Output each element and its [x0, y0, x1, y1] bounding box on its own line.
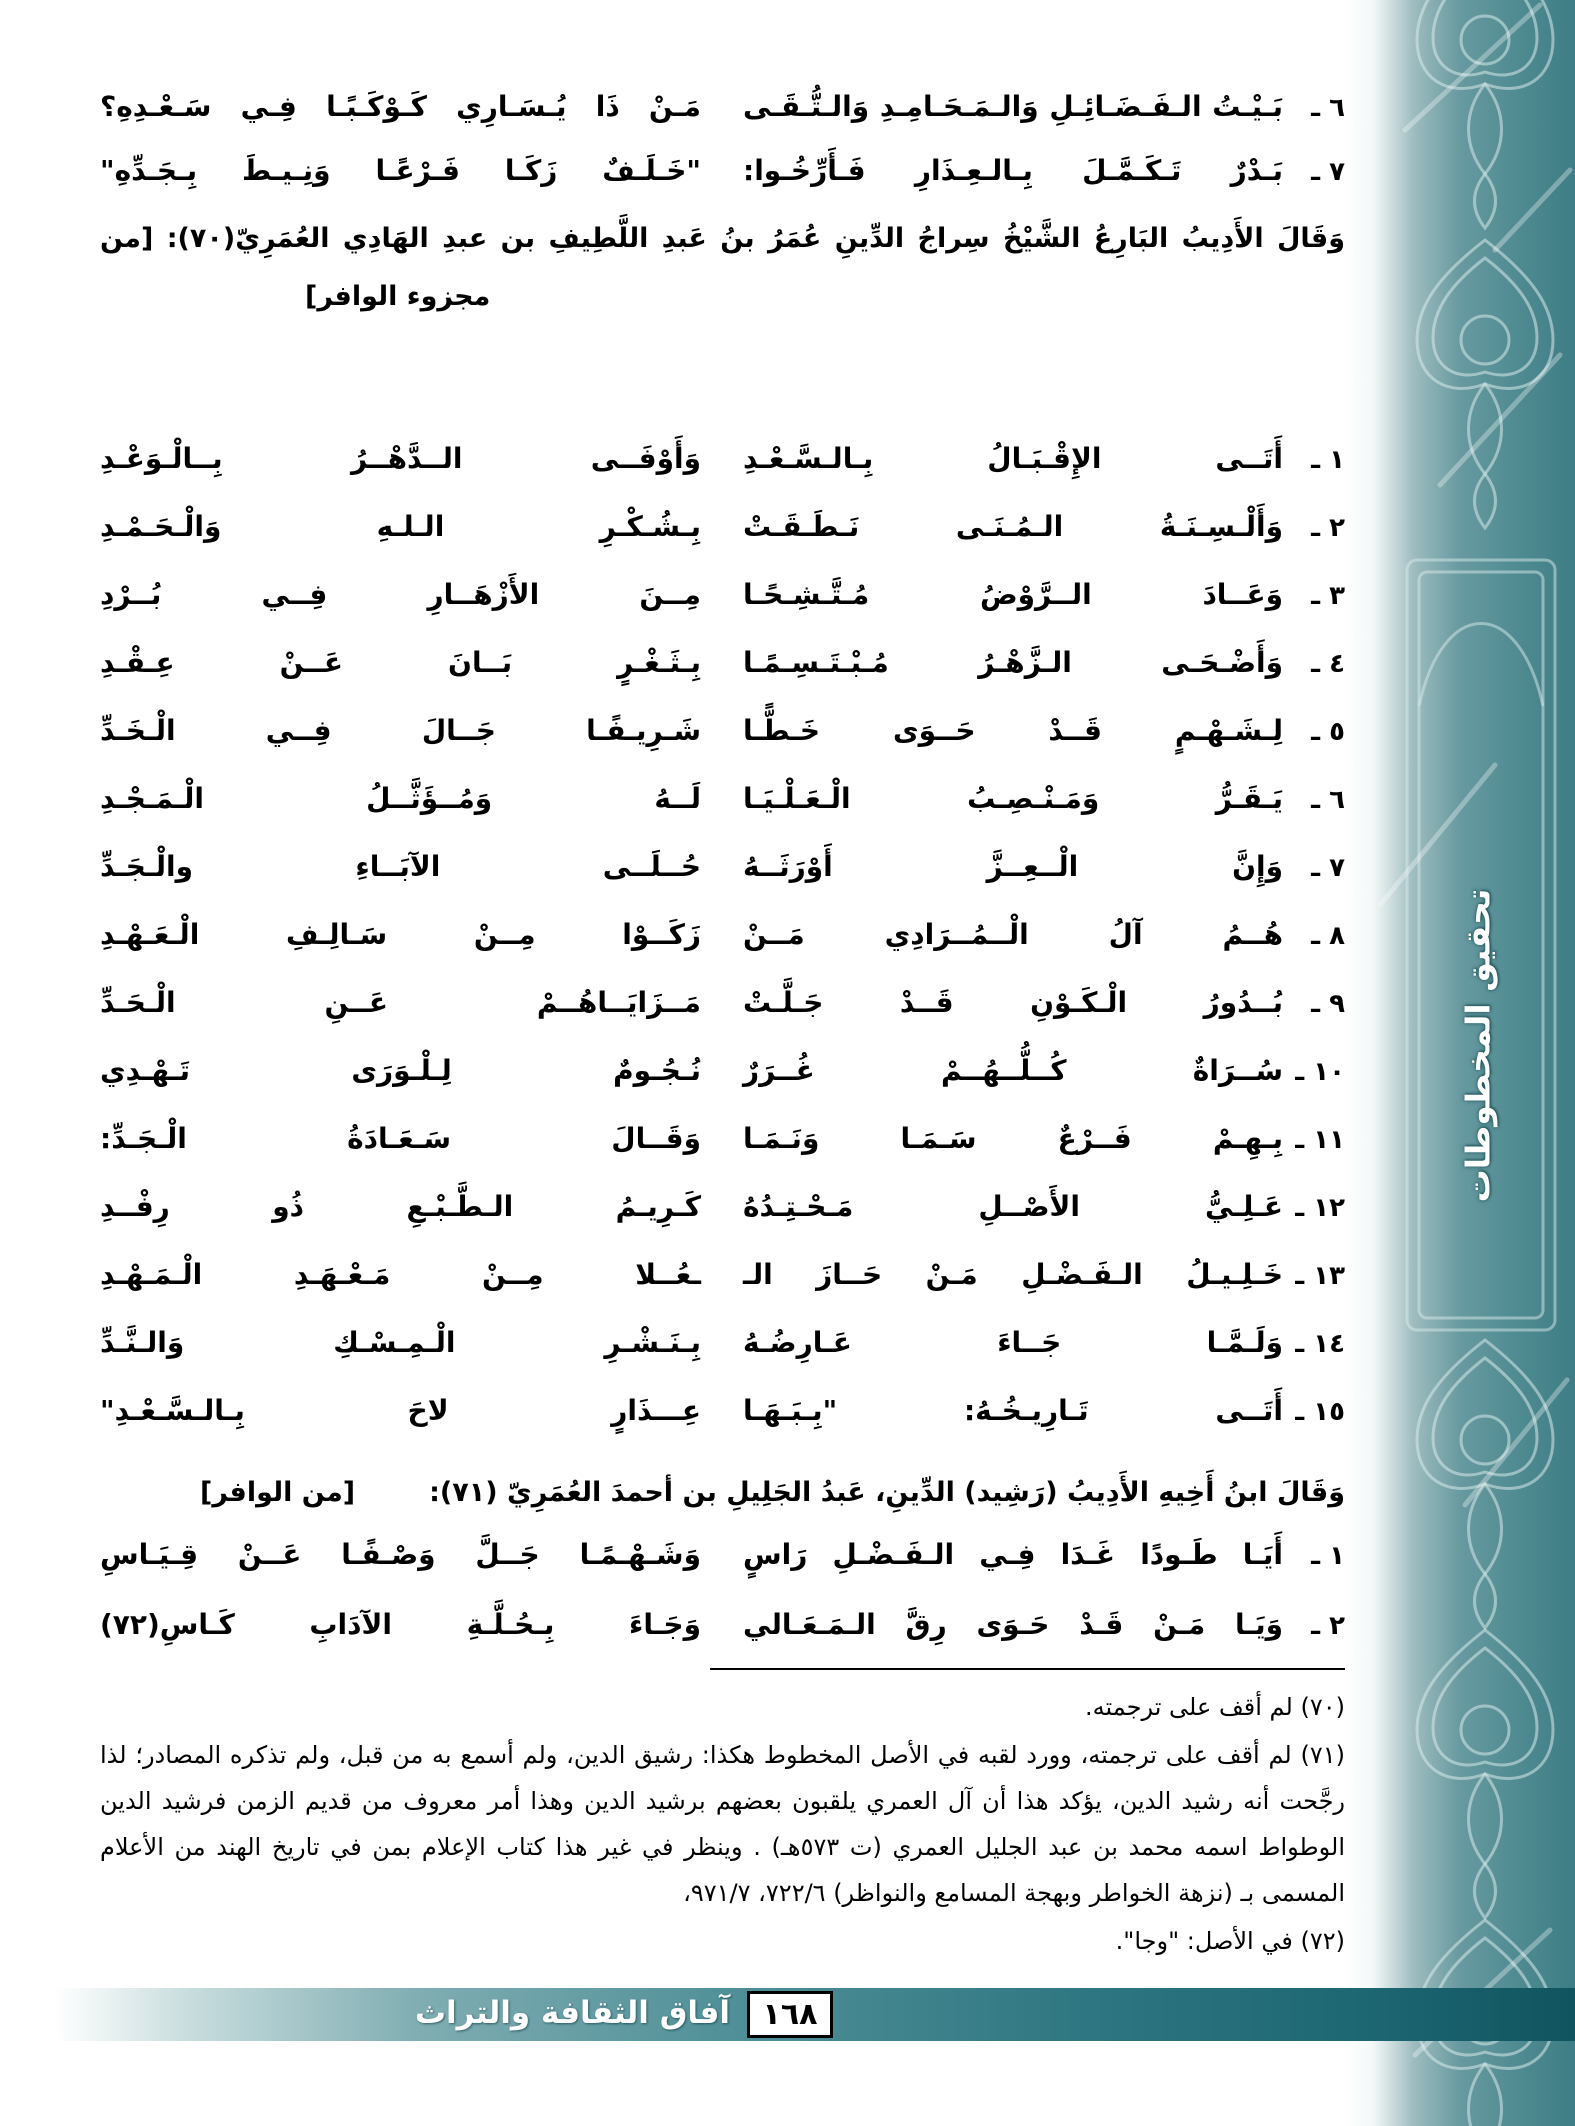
verse-number: ١٢ ـ	[1295, 1193, 1345, 1223]
meter-note: [من الوافر]	[200, 1477, 356, 1508]
journal-title: آفاق الثقافة والتراث	[414, 1995, 730, 2031]
footnote: (٧١) لم أقف على ترجمته، وورد لقبه في الأصل المخطوط هكذا: رشيق الدين، ولم أسمع به من قبل، ولم تذكره المصادر؛ لذا رجَّحت أنه رشيد الدين، يؤكد هذا أن آل العمري يلقبون بعضهم برشيد الدين وهذا أمر معروف من قديم الزمن فرشيد الدين الوطواط اسمه محمد بن عبد الجليل العمري (ت ٥٧٣هـ) . وينظر في غير هذا كتاب الإعلام بمن في تاريخ الهند من الأعلام المسمى بـ (نزهة الخواطر وبهجة المسامع والنواظر) ٧٢٢/٦، ٩٧١/٧،	[100, 1741, 1346, 1907]
second-hemistich: مَــزَايَــاهُــمْ عَــنِ الْـحَـدِّ	[100, 986, 701, 1019]
verse-number: ٦ ـ	[1311, 785, 1345, 815]
footnote-number: (٧٢)	[1292, 1927, 1345, 1955]
verse-row	[100, 1116, 1345, 1162]
second-hemistich: "خَـلَـفٌ زَكَـا فَـرْعًـا وَنِـيـطَ بِـجَـدِّهِ"	[100, 154, 701, 187]
first-hemistich: وَعَــادَ الــرَّوْضُ مُـتَّـشِـحًـا	[743, 578, 1283, 611]
section-label-text: تحقيق المخطوطات	[1458, 888, 1498, 1202]
footnote: (٧٠) لم أقف على ترجمته.	[1085, 1693, 1345, 1721]
verse-number: ٧ ـ	[1311, 157, 1345, 187]
first-hemistich: وَأَضْـحَـى الـزَّهْـرُ مُـبْـتَـسِـمًـا	[743, 646, 1283, 679]
second-hemistich: مِــنَ الأَزْهَــارِ فِــي بُــرْدِ	[100, 578, 701, 611]
verse-row	[100, 436, 1345, 482]
second-hemistich: لَــهُ وَمُــؤَثَّــلُ الْـمَـجْـدِ	[100, 782, 701, 815]
poet-attribution-2	[100, 1470, 1345, 1516]
verse-row	[100, 1320, 1345, 1366]
verse-number: ١ ـ	[1311, 445, 1345, 475]
verse-row	[100, 1602, 1345, 1648]
first-hemistich: يَـقَـرُّ وَمَـنْـصِـبُ الْـعَـلْـيَـا	[743, 782, 1283, 815]
first-hemistich: وَلَـمَّـا جَــاءَ عَـارِضُـهُ	[743, 1326, 1283, 1359]
second-hemistich: بِـنَـشْـرِ الْـمِـسْـكِ وَالـنَّـدِّ	[100, 1326, 701, 1359]
first-hemistich: وَيَـا مَـنْ قَـدْ حَـوَى رِقَّ الـمَـعَـالي	[743, 1608, 1283, 1641]
verse-number: ١٥ ـ	[1295, 1397, 1345, 1427]
second-hemistich: وَجَـاءَ بِـحُـلَّـةِ الآدَابِ كَـاسِ(٧٢)	[100, 1608, 701, 1641]
first-hemistich: بَـدْرٌ تَـكَـمَّـلَ بِـالـعِـذَارِ فَـأَرِّخُـوا:	[743, 154, 1283, 187]
poem-one	[100, 436, 1345, 1456]
verse-number: ١٠ ـ	[1295, 1057, 1345, 1087]
second-hemistich: بِـثَـغْـرٍ بَــانَ عَــنْ عِـقْـدِ	[100, 646, 701, 679]
verse-number: ٣ ـ	[1311, 581, 1345, 611]
second-hemistich: عِـــذَارٍ لاحَ بِـالـسَّـعْـدِ"	[100, 1394, 701, 1427]
poem-two	[100, 1532, 1345, 1672]
verse-row	[100, 1048, 1345, 1094]
verse-row	[100, 1184, 1345, 1230]
first-hemistich: سُــرَاةٌ كُــلُّــهُــمْ غُــرَرٌ	[743, 1054, 1283, 1087]
first-hemistich: لِـشَـهْـمٍ قَــدْ حَــوَى خَـطًّـا	[743, 714, 1283, 747]
verse-row	[100, 84, 1345, 130]
verse-row	[100, 572, 1345, 618]
first-hemistich: هُــمُ آلُ الْــمُــرَادِي مَــنْ	[743, 918, 1283, 951]
first-hemistich: وَإِنَّ الْــعِــزَّ أَوْرَثَــهُ	[743, 850, 1283, 883]
verse-number: ٨ ـ	[1311, 921, 1345, 951]
page-number: ١٦٨	[747, 1991, 833, 2038]
second-hemistich: وَأَوْفَــى الــدَّهْــرُ بِــالْـوَعْـدِ	[100, 442, 701, 475]
verse-row	[100, 776, 1345, 822]
second-hemistich: بِـشُـكْـرِ الـلـهِ وَالْـحَـمْـدِ	[100, 510, 701, 543]
verse-number: ٤ ـ	[1311, 649, 1345, 679]
verse-row	[100, 1388, 1345, 1434]
verse-row	[100, 844, 1345, 890]
first-hemistich: أَيَـا طَـودًا غَـدَا فِـي الـفَـضْـلِ رَاسٍ	[743, 1538, 1283, 1571]
verse-row	[100, 1252, 1345, 1298]
second-hemistich: ـعُــلا مِــنْ مَـعْـهَـدِ الْـمَـهْـدِ	[100, 1258, 701, 1291]
verse-number: ١٣ ـ	[1295, 1261, 1345, 1291]
first-hemistich: عَـلِـيُّ الأَصْــلِ مَـحْـتِـدُهُ	[743, 1190, 1283, 1223]
second-hemistich: مَـنْ ذَا يُـسَـارِي كَـوْكَـبًـا فِـي سَـعْـدِهِ؟	[100, 90, 701, 123]
attribution-text: وَقَالَ الأَدِيبُ البَارِعُ الشَّيْخُ سِراجُ الدِّينِ عُمَرُ بنُ عَبدِ اللَّطِيفِ بن عبدِ الهَادِي العُمَرِيّ(٧٠): [من	[100, 223, 1345, 254]
meter-note: مجزوء الوافر]	[305, 281, 491, 312]
second-hemistich: كَـرِيـمُ الـطَّـبْـعِ ذُو رِفْــدِ	[100, 1190, 701, 1223]
verse-number: ٢ ـ	[1311, 513, 1345, 543]
arabesque-pattern	[1345, 0, 1575, 2126]
first-hemistich: بِـهِـمْ فَــرْعٌ سَـمَـا وَنَـمَـا	[743, 1122, 1283, 1155]
first-hemistich: بَـيْـتُ الـفَـضَـائِـلِ وَالـمَـحَـامِـدِ وَالـتُّـقَـى	[743, 90, 1283, 123]
poet-attribution-1	[100, 216, 1345, 320]
verse-row	[100, 148, 1345, 194]
footnote-separator	[710, 1668, 1345, 1670]
verse-row	[100, 504, 1345, 550]
verse-number: ١١ ـ	[1295, 1125, 1345, 1155]
verse-number: ٧ ـ	[1311, 853, 1345, 883]
first-hemistich: بُــدُورُ الْـكَـوْنِ قَــدْ جَـلَّـتْ	[743, 986, 1283, 1019]
second-hemistich: وَشَـهْـمًـا جَــلَّ وَصْـفًـا عَــنْ قِـيَـاسِ	[100, 1538, 701, 1571]
verse-row	[100, 912, 1345, 958]
verse-row	[100, 1532, 1345, 1578]
verse-number: ٦ ـ	[1311, 93, 1345, 123]
footnote-number: (٧٠)	[1292, 1693, 1345, 1721]
first-hemistich: خَـلِـيـلُ الـفَـضْـلِ مَـنْ حَــازَ الـ	[743, 1258, 1283, 1291]
first-hemistich: أَتَــى تَـارِيـخُـهُ: "بِـبَـهَـا	[743, 1394, 1283, 1427]
second-hemistich: نُـجُـومٌ لِـلْـوَرَى تَـهْـدِي	[100, 1054, 701, 1087]
second-hemistich: زَكَــوْا مِــنْ سَـالِـفِ الْـعَـهْـدِ	[100, 918, 701, 951]
verse-row	[100, 708, 1345, 754]
verse-number: ٥ ـ	[1311, 717, 1345, 747]
verse-number: ٢ ـ	[1311, 1611, 1345, 1641]
verse-row	[100, 640, 1345, 686]
footnotes-section	[100, 1684, 1345, 1966]
first-hemistich: أَتَــى الإِقْـبَـالُ بِـالـسَّـعْـدِ	[743, 442, 1283, 475]
footnote: (٧٢) في الأصل: "وجا".	[1115, 1927, 1345, 1955]
second-hemistich: شَـرِيـفًـا جَــالَ فِــي الْـخَـدِّ	[100, 714, 701, 747]
page-content	[100, 0, 1345, 2126]
attribution-text: وَقَالَ ابنُ أَخِيهِ الأَدِيبُ (رَشِيد) الدِّينِ، عَبدُ الجَلِيلِ بن أحمدَ العُمَرِيّ (٧١):	[429, 1477, 1345, 1508]
decorative-border	[1345, 0, 1575, 2126]
verse-number: ١ ـ	[1311, 1541, 1345, 1571]
intro-verses	[100, 84, 1345, 212]
verse-number: ١٤ ـ	[1295, 1329, 1345, 1359]
first-hemistich: وَأَلْـسِـنَـةُ الـمُـنَـى نَـطَـقَـتْ	[743, 510, 1283, 543]
footer-bar	[55, 1988, 1575, 2041]
footnote-number: (٧١)	[1291, 1741, 1345, 1769]
verse-row	[100, 980, 1345, 1026]
verse-number: ٩ ـ	[1311, 989, 1345, 1019]
second-hemistich: حُــلَــى الآبَــاءِ والْـجَـدِّ	[100, 850, 701, 883]
second-hemistich: وَقَــالَ سَـعَـادَةُ الْـجَـدِّ:	[100, 1122, 701, 1155]
